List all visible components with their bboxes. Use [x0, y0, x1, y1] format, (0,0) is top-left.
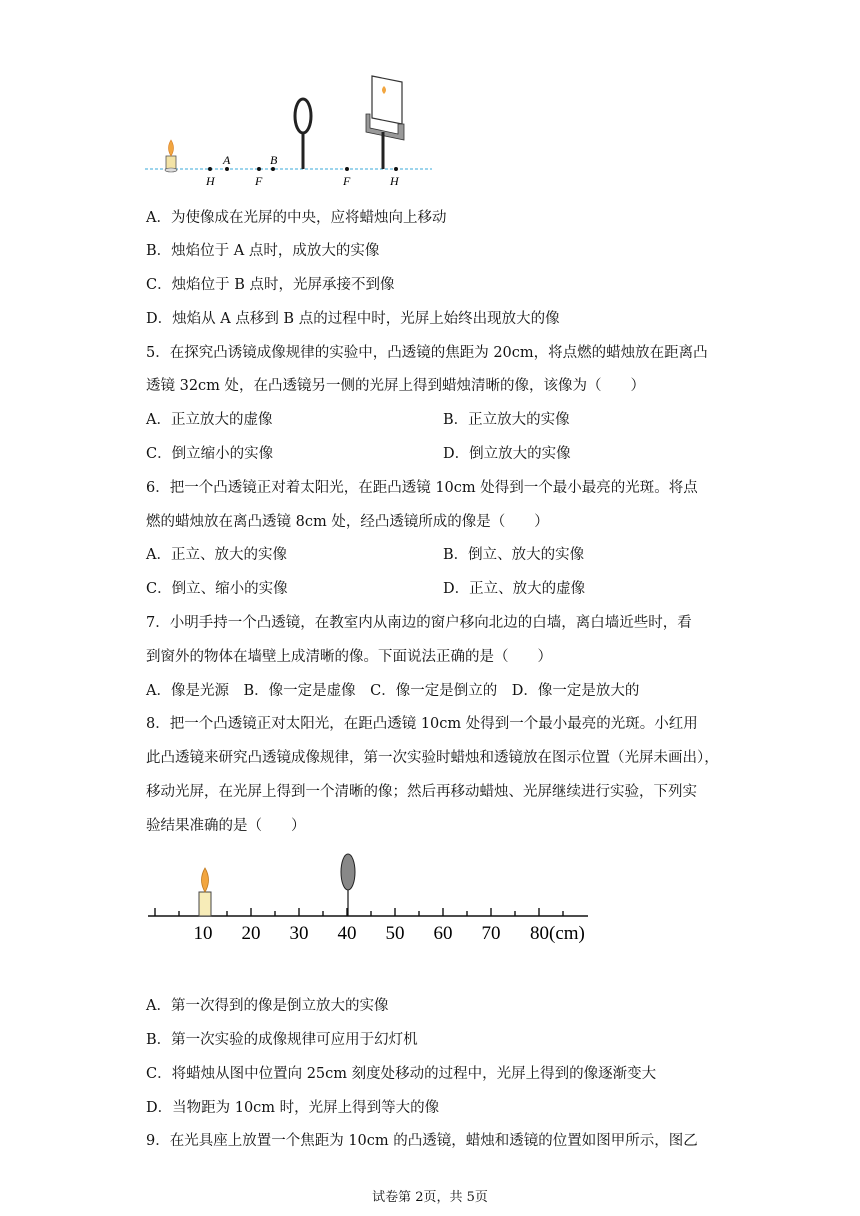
- tick-label-40: 40: [337, 923, 357, 944]
- q8-option-a: A．第一次得到的像是倒立放大的实像: [146, 998, 389, 1014]
- point-label-f-right: F: [343, 174, 351, 188]
- tick-label-30: 30: [289, 923, 309, 944]
- q5-stem-line-1: 5．在探究凸诱镜成像规律的实验中，凸透镜的焦距为 20cm，将点燃的蜡烛放在距离凸: [146, 345, 708, 361]
- lens-icon: [341, 854, 355, 916]
- q8-option-c: C．将蜡烛从图中位置向 25cm 刻度处移动的过程中，光屏上得到的像逐渐变大: [146, 1066, 657, 1082]
- tick-label-70: 70: [481, 923, 501, 944]
- q8-option-d: D．当物距为 10cm 时，光屏上得到等大的像: [146, 1100, 440, 1116]
- point-label-a: A: [223, 153, 231, 167]
- q6-option-a: A．正立、放大的实像: [146, 547, 287, 563]
- point-label-h-right: H: [390, 174, 399, 188]
- q5-option-c: C．倒立缩小的实像: [146, 446, 274, 462]
- page-footer: 试卷第 2页，共 5页: [372, 1190, 488, 1205]
- q8-stem-line-1: 8．把一个凸透镜正对太阳光，在距凸透镜 10cm 处得到一个最小最亮的光斑。小红用: [146, 716, 698, 732]
- q5-option-d: D．倒立放大的实像: [443, 446, 571, 462]
- q6-option-c: C．倒立、缩小的实像: [146, 581, 288, 597]
- q7-stem-line-2: 到窗外的物体在墙壁上成清晰的像。下面说法正确的是（ ）: [146, 649, 552, 665]
- q8-stem-line-3: 移动光屏，在光屏上得到一个清晰的像；然后再移动蜡烛、光屏继续进行实验，下列实: [146, 784, 697, 800]
- q8-option-b: B．第一次实验的成像规律可应用于幻灯机: [146, 1032, 418, 1048]
- q5-option-b: B．正立放大的实像: [443, 412, 570, 428]
- q6-stem-line-2: 燃的蜡烛放在离凸透镜 8cm 处，经凸透镜所成的像是（ ）: [146, 514, 549, 530]
- q5-option-a: A．正立放大的虚像: [146, 412, 273, 428]
- screen-icon: [366, 76, 404, 169]
- tick-label-60: 60: [433, 923, 453, 944]
- q4-option-a: A．为使像成在光屏的中央，应将蜡烛向上移动: [146, 210, 447, 226]
- lens-icon: [295, 99, 311, 169]
- tick-label-20: 20: [241, 923, 261, 944]
- tick-label-10: 10: [193, 923, 213, 944]
- q7-options: A．像是光源 B．像一定是虚像 C．像一定是倒立的 D．像一定是放大的: [146, 683, 640, 699]
- point-label-b: B: [270, 153, 278, 167]
- q9-stem-line-1: 9．在光具座上放置一个焦距为 10cm 的凸透镜，蜡烛和透镜的位置如图甲所示，图乙: [146, 1133, 698, 1149]
- point-label-f-left: F: [255, 174, 263, 188]
- candle-icon: [165, 140, 177, 172]
- candle-icon: [199, 868, 211, 916]
- optical-bench-figure-2: [140, 848, 600, 948]
- tick-label-50: 50: [385, 923, 405, 944]
- tick-label-80cm: 80(cm): [530, 923, 585, 944]
- q4-option-d: D．烛焰从 A 点移到 B 点的过程中时，光屏上始终出现放大的像: [146, 311, 560, 327]
- q6-option-b: B．倒立、放大的实像: [443, 547, 585, 563]
- q7-stem-line-1: 7．小明手持一个凸透镜，在教室内从南边的窗户移向北边的白墙，离白墙近些时，看: [146, 615, 692, 631]
- q6-option-d: D．正立、放大的虚像: [443, 581, 586, 597]
- q6-stem-line-1: 6．把一个凸透镜正对着太阳光，在距凸透镜 10cm 处得到一个最小最亮的光斑。将点: [146, 480, 698, 496]
- q4-option-b: B．烛焰位于 A 点时，成放大的实像: [146, 243, 380, 259]
- q8-stem-line-2: 此凸透镜来研究凸透镜成像规律，第一次实验时蜡烛和透镜放在图示位置（光屏未画出），: [146, 750, 719, 766]
- q4-option-c: C．烛焰位于 B 点时，光屏承接不到像: [146, 277, 395, 293]
- point-label-h-left: H: [206, 174, 215, 188]
- q8-stem-line-4: 验结果准确的是（ ）: [146, 818, 306, 834]
- q5-stem-line-2: 透镜 32cm 处，在凸透镜另一侧的光屏上得到蜡烛清晰的像，该像为（ ）: [146, 378, 646, 394]
- optical-bench-figure-1: [140, 68, 440, 188]
